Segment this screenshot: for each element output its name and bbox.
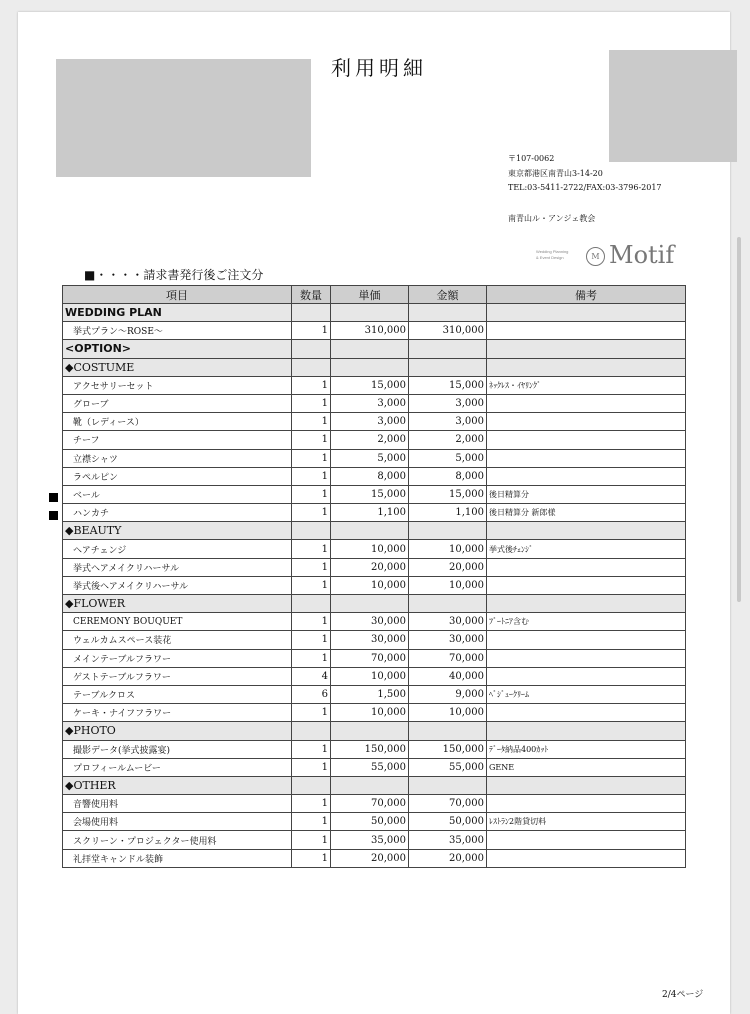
table-row [63,376,686,394]
item-quantity: 1 [292,431,331,449]
item-remark [487,413,686,431]
item-amount: 40,000 [409,667,487,685]
item-remark [487,558,686,576]
item-unit-price: 30,000 [331,631,409,649]
logo-subtitle: Wedding Planning & Event Design [536,249,569,260]
item-amount: 15,000 [409,376,487,394]
item-unit-price: 20,000 [331,558,409,576]
category-empty-cell [409,776,487,794]
item-amount: 3,000 [409,394,487,412]
usage-table [62,285,686,868]
table-row [63,849,686,867]
item-name: ゲストテーブルフラワー [63,667,292,685]
item-amount: 55,000 [409,758,487,776]
address: 東京都港区南青山3-14-20 [508,169,603,178]
item-unit-price: 10,000 [331,540,409,558]
item-quantity: 1 [292,795,331,813]
item-quantity: 1 [292,558,331,576]
item-quantity: 4 [292,667,331,685]
item-quantity: 1 [292,631,331,649]
redacted-block-left [56,59,311,177]
category-empty-cell [292,304,331,322]
document-title: 利用明細 [331,56,427,80]
item-amount: 310,000 [409,322,487,340]
item-name: 音響使用料 [63,795,292,813]
item-quantity: 1 [292,394,331,412]
category-empty-cell [292,595,331,613]
category-row [63,522,686,540]
item-remark: 後日精算分 新郎様 [487,504,686,522]
item-remark: GENE [487,758,686,776]
section-heading: ■・・・・請求書発行後ご注文分 [84,268,264,282]
item-unit-price: 8,000 [331,467,409,485]
item-name: スクリーン・プロジェクター使用料 [63,831,292,849]
item-name: 撮影データ(挙式披露宴) [63,740,292,758]
item-unit-price: 30,000 [331,613,409,631]
item-remark [487,449,686,467]
table-row [63,795,686,813]
category-label: ◆FLOWER [63,595,292,613]
item-unit-price: 15,000 [331,485,409,503]
item-unit-price: 1,500 [331,685,409,703]
category-row [63,722,686,740]
item-name: 会場使用料 [63,813,292,831]
item-unit-price: 15,000 [331,376,409,394]
category-empty-cell [487,522,686,540]
item-remark [487,576,686,594]
item-remark: ﾈｯｸﾚｽ・ｲﾔﾘﾝｸﾞ [487,376,686,394]
item-amount: 15,000 [409,485,487,503]
table-row [63,649,686,667]
item-name: ケーキ・ナイフフラワー [63,704,292,722]
category-empty-cell [487,304,686,322]
item-remark [487,649,686,667]
item-unit-price: 1,100 [331,504,409,522]
item-quantity: 1 [292,449,331,467]
table-row [63,449,686,467]
category-empty-cell [331,776,409,794]
category-row [63,340,686,358]
item-name: 挙式後ヘアメイクリハーサル [63,576,292,594]
item-amount: 50,000 [409,813,487,831]
table-row [63,322,686,340]
item-remark: ﾃﾞｰﾀ納品400ｶｯﾄ [487,740,686,758]
item-name: ヘアチェンジ [63,540,292,558]
logo-emblem-icon: M [586,247,605,266]
item-name: アクセサリーセット [63,376,292,394]
category-empty-cell [409,304,487,322]
category-label: ◆OTHER [63,776,292,794]
header-quantity: 数量 [292,286,331,304]
tel-fax: TEL:03-5411-2722/FAX:03-3796-2017 [508,183,662,192]
category-empty-cell [292,776,331,794]
category-empty-cell [292,340,331,358]
category-empty-cell [487,595,686,613]
category-empty-cell [292,522,331,540]
item-unit-price: 10,000 [331,667,409,685]
category-label: <OPTION> [63,340,292,358]
item-remark [487,394,686,412]
item-amount: 70,000 [409,649,487,667]
table-row [63,685,686,703]
header-remarks: 備考 [487,286,686,304]
category-empty-cell [409,358,487,376]
item-remark: 後日精算分 [487,485,686,503]
item-unit-price: 10,000 [331,704,409,722]
scrollbar[interactable] [737,237,741,602]
table-row [63,467,686,485]
header-item: 項目 [63,286,292,304]
table-row [63,613,686,631]
item-name: プロフィールムービー [63,758,292,776]
table-row [63,631,686,649]
item-amount: 10,000 [409,540,487,558]
category-empty-cell [487,358,686,376]
item-remark [487,667,686,685]
table-row [63,576,686,594]
item-amount: 5,000 [409,449,487,467]
category-label: ◆PHOTO [63,722,292,740]
table-row [63,558,686,576]
item-name: ウェルカムスペース装花 [63,631,292,649]
item-quantity: 1 [292,740,331,758]
table-row [63,431,686,449]
item-amount: 10,000 [409,576,487,594]
item-amount: 30,000 [409,631,487,649]
table-row [63,704,686,722]
item-name: メインテーブルフラワー [63,649,292,667]
category-empty-cell [331,340,409,358]
header-unit-price: 単価 [331,286,409,304]
category-label: ◆COSTUME [63,358,292,376]
category-empty-cell [409,722,487,740]
item-amount: 30,000 [409,613,487,631]
item-remark [487,467,686,485]
item-unit-price: 3,000 [331,394,409,412]
item-amount: 10,000 [409,704,487,722]
item-quantity: 1 [292,467,331,485]
category-row [63,776,686,794]
table-row [63,813,686,831]
item-remark [487,431,686,449]
table-row [63,740,686,758]
item-quantity: 1 [292,322,331,340]
item-name: グローブ [63,394,292,412]
item-unit-price: 55,000 [331,758,409,776]
header-amount: 金額 [409,286,487,304]
item-quantity: 1 [292,649,331,667]
category-empty-cell [331,304,409,322]
category-empty-cell [331,522,409,540]
item-unit-price: 10,000 [331,576,409,594]
table-row [63,485,686,503]
item-quantity: 1 [292,376,331,394]
item-quantity: 1 [292,613,331,631]
item-quantity: 1 [292,831,331,849]
item-unit-price: 5,000 [331,449,409,467]
category-empty-cell [292,722,331,740]
item-remark: ﾌﾞｰﾄﾆｱ含む [487,613,686,631]
item-unit-price: 70,000 [331,795,409,813]
category-row [63,304,686,322]
category-empty-cell [331,358,409,376]
item-quantity: 1 [292,485,331,503]
item-remark: 挙式後ﾁｪﾝｼﾞ [487,540,686,558]
table-header-row [63,286,686,304]
item-unit-price: 50,000 [331,813,409,831]
row-marker-square [49,511,58,520]
item-quantity: 1 [292,758,331,776]
item-name: テーブルクロス [63,685,292,703]
item-quantity: 1 [292,704,331,722]
item-quantity: 1 [292,504,331,522]
motif-logo [536,241,686,274]
item-amount: 1,100 [409,504,487,522]
category-empty-cell [409,340,487,358]
redacted-block-right [609,50,737,162]
item-remark: ﾍﾞｼﾞｭｰｸﾘｰﾑ [487,685,686,703]
item-amount: 70,000 [409,795,487,813]
item-quantity: 1 [292,413,331,431]
item-name: ラペルピン [63,467,292,485]
item-name: チーフ [63,431,292,449]
item-unit-price: 2,000 [331,431,409,449]
item-amount: 20,000 [409,849,487,867]
item-quantity: 1 [292,540,331,558]
item-name: ハンカチ [63,504,292,522]
item-amount: 35,000 [409,831,487,849]
category-row [63,358,686,376]
item-quantity: 1 [292,813,331,831]
table-row [63,667,686,685]
table-row [63,540,686,558]
item-name: 礼拝堂キャンドル装飾 [63,849,292,867]
item-remark [487,795,686,813]
item-quantity: 6 [292,685,331,703]
item-amount: 8,000 [409,467,487,485]
item-amount: 3,000 [409,413,487,431]
item-remark [487,849,686,867]
item-quantity: 1 [292,576,331,594]
item-remark [487,831,686,849]
item-name: ベール [63,485,292,503]
item-remark [487,704,686,722]
item-amount: 9,000 [409,685,487,703]
category-label: WEDDING PLAN [63,304,292,322]
item-remark: ﾚｽﾄﾗﾝ2階貸切料 [487,813,686,831]
item-name: 挙式プラン～ROSE～ [63,322,292,340]
category-empty-cell [409,522,487,540]
category-empty-cell [331,722,409,740]
category-empty-cell [487,340,686,358]
table-row [63,394,686,412]
table-row [63,504,686,522]
item-unit-price: 3,000 [331,413,409,431]
item-name: 靴（レディース） [63,413,292,431]
item-name: CEREMONY BOUQUET [63,613,292,631]
category-empty-cell [487,776,686,794]
item-unit-price: 35,000 [331,831,409,849]
page-number: 2/4ページ [662,990,704,1000]
item-unit-price: 310,000 [331,322,409,340]
category-label: ◆BEAUTY [63,522,292,540]
item-amount: 20,000 [409,558,487,576]
category-empty-cell [409,595,487,613]
item-name: 挙式ヘアメイクリハーサル [63,558,292,576]
postal-code: 〒107-0062 [508,154,555,163]
logo-text: Motif [609,241,675,269]
item-remark [487,322,686,340]
venue-name: 南青山ル・アンジェ教会 [508,214,596,223]
item-amount: 2,000 [409,431,487,449]
table-row [63,831,686,849]
item-unit-price: 20,000 [331,849,409,867]
item-unit-price: 150,000 [331,740,409,758]
category-row [63,595,686,613]
item-name: 立襟シャツ [63,449,292,467]
item-remark [487,631,686,649]
row-marker-square [49,493,58,502]
category-empty-cell [331,595,409,613]
item-unit-price: 70,000 [331,649,409,667]
category-empty-cell [292,358,331,376]
item-amount: 150,000 [409,740,487,758]
category-empty-cell [487,722,686,740]
table-row [63,758,686,776]
item-quantity: 1 [292,849,331,867]
table-row [63,413,686,431]
